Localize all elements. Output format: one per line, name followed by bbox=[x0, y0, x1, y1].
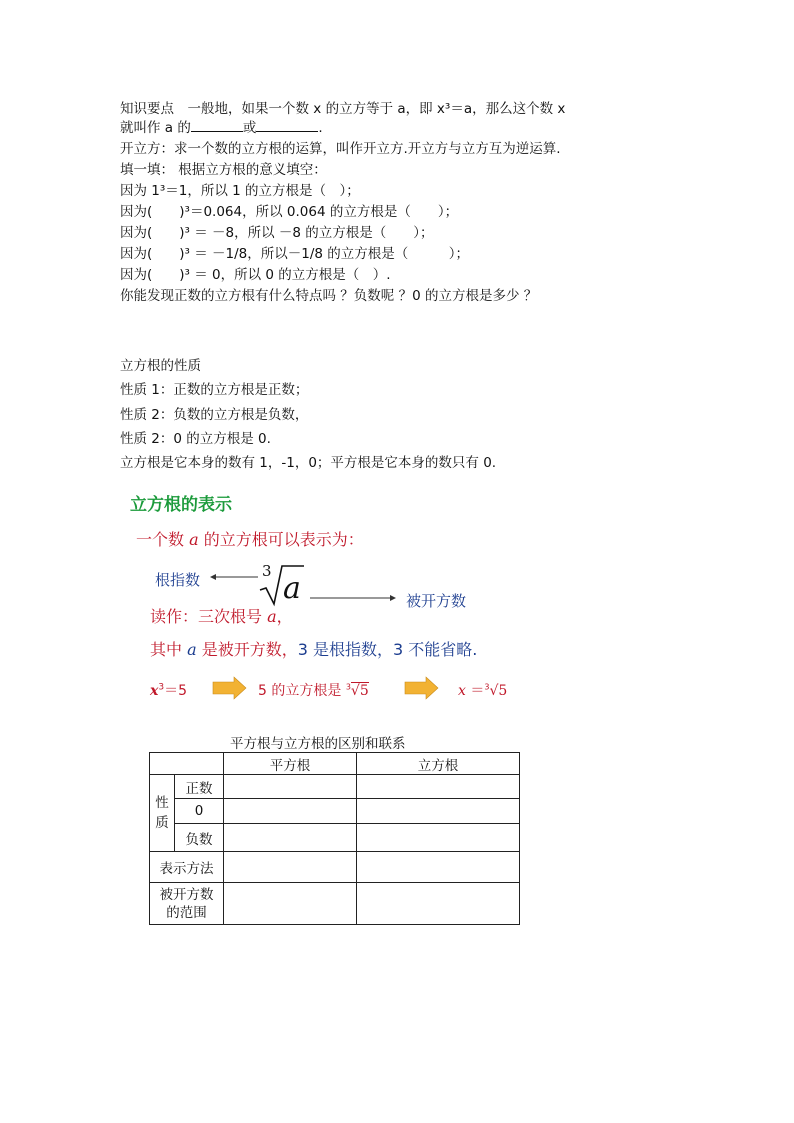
fill-item-5: 因为( )³ ＝ 0，所以 0 的立方根是（ ）. bbox=[120, 267, 391, 283]
root-index-label: 根指数 bbox=[155, 571, 201, 589]
row-range-line-1: 被开方数 bbox=[159, 886, 214, 903]
fill-item-2: 因为( )³＝0.064，所以 0.064 的立方根是（ ）； bbox=[120, 204, 459, 220]
root-diagram bbox=[210, 558, 410, 610]
row-range bbox=[150, 883, 224, 925]
representation-intro bbox=[136, 531, 364, 549]
read-as bbox=[150, 608, 293, 626]
read-a: 读作：三次根号 bbox=[150, 607, 268, 626]
cell-cube-notation[interactable] bbox=[357, 852, 520, 883]
cell-cube-negative[interactable] bbox=[357, 824, 520, 852]
root-index: 3 bbox=[262, 562, 272, 580]
where-line bbox=[150, 641, 477, 659]
properties-title: 立方根的性质 bbox=[120, 358, 201, 374]
formula-1: $x^3=5$ bbox=[150, 682, 188, 699]
cell-square-zero[interactable] bbox=[224, 799, 357, 824]
col-header-cube: 立方根 bbox=[357, 753, 520, 775]
row-range-line-2: 的范围 bbox=[166, 904, 207, 921]
row-negative: 负数 bbox=[175, 824, 224, 852]
intro-b: 的立方根可以表示为： bbox=[198, 530, 364, 549]
knowledge-line-2a: 就叫作 a 的 bbox=[120, 120, 191, 136]
read-var: a bbox=[267, 607, 277, 626]
property-2: 性质 2：负数的立方根是负数， bbox=[120, 407, 309, 423]
intro-a: 一个数 bbox=[136, 530, 190, 549]
fill-item-3: 因为( )³ ＝ －8，所以 －8 的立方根是（ ）； bbox=[120, 225, 434, 241]
property-1: 性质 1：正数的立方根是正数； bbox=[120, 382, 309, 398]
representation-title: 立方根的表示 bbox=[130, 495, 232, 515]
intro-var: a bbox=[189, 530, 199, 549]
question-line: 你能发现正数的立方根有什么特点吗 ？负数呢 ？0 的立方根是多少 ？ bbox=[120, 288, 538, 304]
cell-square-positive[interactable] bbox=[224, 775, 357, 799]
arrow-right-icon bbox=[212, 676, 248, 700]
radicand-arrow-head bbox=[390, 595, 396, 601]
cell-square-negative[interactable] bbox=[224, 824, 357, 852]
read-b: ， bbox=[276, 607, 293, 626]
knowledge-line-2c: . bbox=[318, 120, 323, 136]
row-notation: 表示方法 bbox=[150, 852, 224, 883]
where-a: 其中 bbox=[150, 640, 188, 659]
formula-3: x ＝$^3$√5 bbox=[458, 682, 508, 699]
arrow-right-icon-2 bbox=[404, 676, 440, 700]
table-title: 平方根与立方根的区别和联系 bbox=[230, 736, 406, 752]
cell-cube-zero[interactable] bbox=[357, 799, 520, 824]
where-var: a bbox=[187, 640, 197, 659]
blank-1 bbox=[191, 119, 243, 132]
cell-square-range[interactable] bbox=[224, 883, 357, 925]
where-b: 是被开方数， bbox=[196, 640, 298, 659]
col-header-square: 平方根 bbox=[224, 753, 357, 775]
property-3: 性质 2：0 的立方根是 0. bbox=[120, 431, 271, 447]
row-group-properties: 性质 bbox=[150, 775, 175, 852]
cell-cube-range[interactable] bbox=[357, 883, 520, 925]
cell-square-notation[interactable] bbox=[224, 852, 357, 883]
radicand-label: 被开方数 bbox=[406, 592, 467, 610]
cell-cube-positive[interactable] bbox=[357, 775, 520, 799]
table-corner bbox=[150, 753, 224, 775]
property-4: 立方根是它本身的数有 1，-1，0；平方根是它本身的数只有 0. bbox=[120, 455, 497, 471]
row-positive: 正数 bbox=[175, 775, 224, 799]
comparison-table bbox=[149, 752, 520, 925]
knowledge-line-1: 知识要点 一般地，如果一个数 x 的立方等于 a，即 x³＝a，那么这个数 x bbox=[120, 101, 566, 117]
row-zero: 0 bbox=[175, 799, 224, 824]
radicand: a bbox=[283, 571, 301, 606]
knowledge-line-2 bbox=[120, 119, 323, 137]
definition-cube-root-op: 开立方：求一个数的立方根的运算，叫作开立方.开立方与立方互为逆运算. bbox=[120, 141, 561, 157]
knowledge-line-2b: 或 bbox=[242, 120, 257, 136]
formula-2: 5 的立方根是 $^3$√5 bbox=[258, 682, 369, 699]
fill-item-1: 因为 1³＝1，所以 1 的立方根是（ ）； bbox=[120, 183, 360, 199]
fill-instruction: 填一填： 根据立方根的意义填空： bbox=[120, 162, 327, 178]
index-arrow-head bbox=[210, 574, 216, 580]
fill-item-4: 因为( )³ ＝ －1/8，所以－1/8 的立方根是（ ）； bbox=[120, 246, 470, 262]
where-c: 3 是根指数，3 不能省略. bbox=[297, 640, 478, 659]
blank-2 bbox=[256, 119, 318, 132]
